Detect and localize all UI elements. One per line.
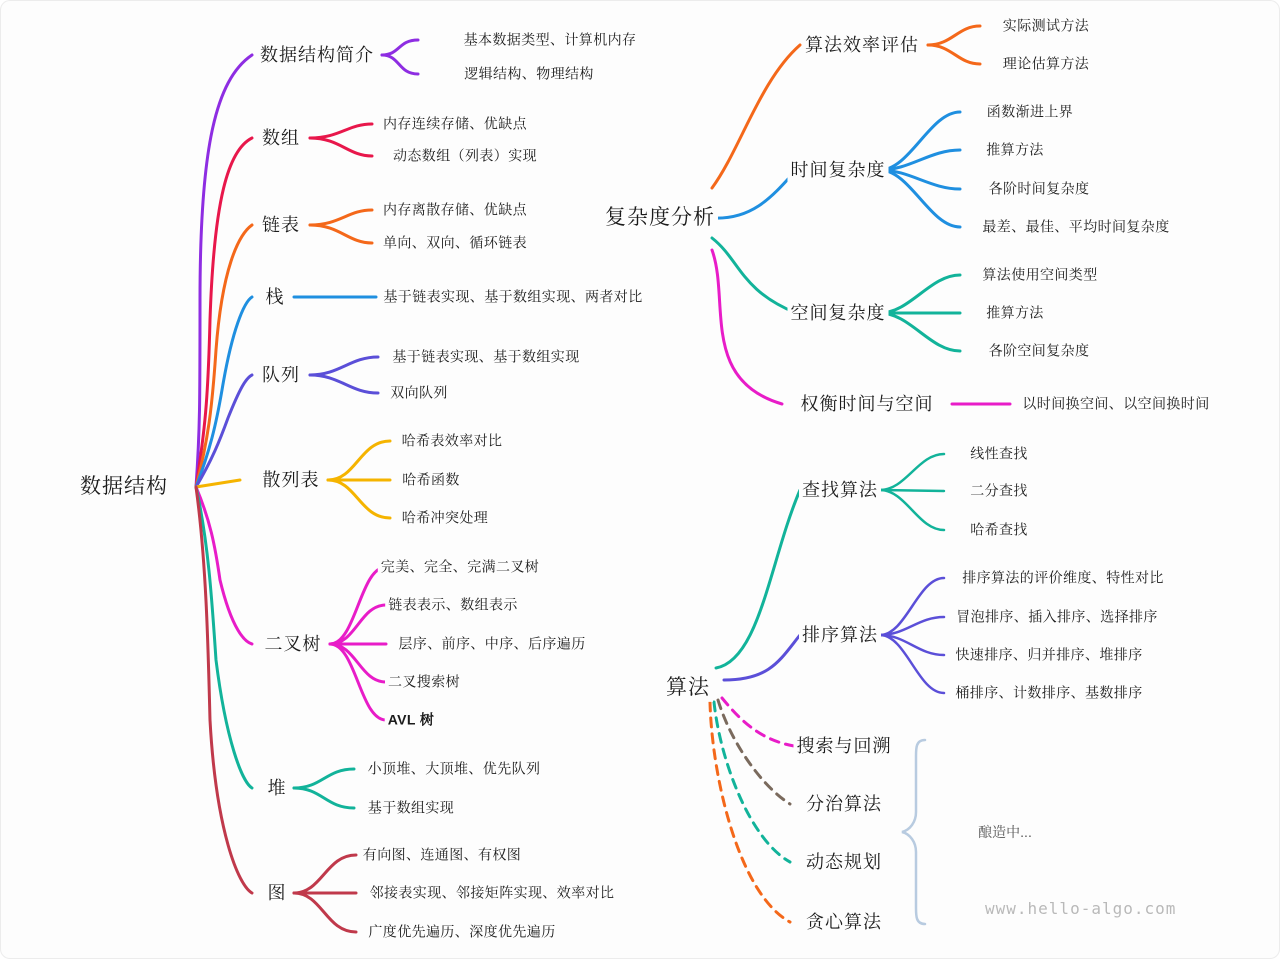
leaf-node[interactable]: 二叉搜索树: [385, 672, 463, 692]
leaf-node[interactable]: AVL 树: [385, 710, 438, 730]
leaf-node[interactable]: 完美、完全、完满二叉树: [378, 557, 542, 577]
leaf-node[interactable]: 内存连续存储、优缺点: [380, 114, 530, 134]
branch-node-intro[interactable]: 数据结构简介: [257, 43, 377, 68]
branch-node-stack[interactable]: 栈: [263, 285, 288, 310]
branch-node-efficiency-eval[interactable]: 算法效率评估: [802, 33, 922, 58]
leaf-node[interactable]: 推算方法: [983, 140, 1047, 160]
leaf-node[interactable]: 各阶空间复杂度: [986, 341, 1093, 361]
branch-node-array[interactable]: 数组: [259, 126, 303, 151]
leaf-node[interactable]: 内存离散存储、优缺点: [380, 200, 530, 220]
leaf-node[interactable]: 以时间换空间、以空间换时间: [1019, 394, 1212, 414]
leaf-node[interactable]: 层序、前序、中序、后序遍历: [395, 634, 588, 654]
leaf-node[interactable]: 逻辑结构、物理结构: [461, 64, 597, 84]
branch-node-time-complexity[interactable]: 时间复杂度: [788, 158, 889, 183]
leaf-node[interactable]: 基本数据类型、计算机内存: [461, 30, 640, 50]
leaf-node[interactable]: 基于链表实现、基于数组实现: [389, 347, 582, 367]
root-node-data-structure[interactable]: 数据结构: [77, 473, 171, 501]
leaf-node[interactable]: 单向、双向、循环链表: [380, 233, 530, 253]
leaf-node[interactable]: 各阶时间复杂度: [986, 179, 1093, 199]
leaf-node[interactable]: 桶排序、计数排序、基数排序: [952, 683, 1145, 703]
branch-node-space-complexity[interactable]: 空间复杂度: [788, 301, 889, 326]
leaf-node[interactable]: 推算方法: [983, 303, 1047, 323]
leaf-node[interactable]: 有向图、连通图、有权图: [360, 845, 524, 865]
branch-node-tradeoff[interactable]: 权衡时间与空间: [798, 392, 937, 417]
leaf-node[interactable]: 排序算法的评价维度、特性对比: [959, 568, 1167, 588]
branch-node-divide-conquer[interactable]: 分治算法: [803, 792, 885, 817]
leaf-node[interactable]: 最差、最佳、平均时间复杂度: [979, 217, 1172, 237]
leaf-node[interactable]: 基于数组实现: [365, 798, 457, 818]
branch-node-dynamic-programming[interactable]: 动态规划: [803, 850, 885, 875]
pending-label: 酿造中...: [978, 824, 1032, 840]
leaf-node[interactable]: 实际测试方法: [1000, 16, 1092, 36]
leaf-node[interactable]: 线性查找: [967, 444, 1031, 464]
leaf-node[interactable]: 函数渐进上界: [984, 102, 1076, 122]
branch-node-greedy[interactable]: 贪心算法: [803, 910, 885, 935]
leaf-node[interactable]: 双向队列: [387, 383, 451, 403]
branch-node-search-algorithms[interactable]: 查找算法: [799, 478, 881, 503]
leaf-node[interactable]: 链表表示、数组表示: [385, 595, 521, 615]
branch-node-linkedlist[interactable]: 链表: [259, 213, 303, 238]
leaf-node[interactable]: 哈希表效率对比: [399, 431, 506, 451]
leaf-node[interactable]: 二分查找: [967, 481, 1031, 501]
branch-node-backtracking[interactable]: 搜索与回溯: [794, 734, 895, 759]
watermark-url: www.hello-algo.com: [985, 899, 1177, 918]
leaf-node[interactable]: 快速排序、归并排序、堆排序: [952, 645, 1145, 665]
leaf-node[interactable]: 动态数组（列表）实现: [390, 146, 540, 166]
leaf-node[interactable]: 哈希查找: [967, 520, 1031, 540]
root-node-complexity[interactable]: 复杂度分析: [602, 204, 718, 232]
branch-node-binary-tree[interactable]: 二叉树: [262, 632, 325, 657]
root-node-algorithm[interactable]: 算法: [663, 674, 713, 702]
branch-node-graph[interactable]: 图: [265, 881, 290, 906]
leaf-node[interactable]: 哈希函数: [399, 470, 463, 490]
branch-node-sort-algorithms[interactable]: 排序算法: [799, 623, 881, 648]
leaf-node[interactable]: 理论估算方法: [1000, 54, 1092, 74]
branch-node-heap[interactable]: 堆: [265, 776, 290, 801]
leaf-node[interactable]: 邻接表实现、邻接矩阵实现、效率对比: [367, 883, 618, 903]
leaf-node[interactable]: 广度优先遍历、深度优先遍历: [365, 922, 558, 942]
leaf-node[interactable]: 哈希冲突处理: [399, 508, 491, 528]
branch-node-queue[interactable]: 队列: [259, 363, 303, 388]
branch-node-hash[interactable]: 散列表: [260, 468, 323, 493]
leaf-node[interactable]: 基于链表实现、基于数组实现、两者对比: [380, 287, 645, 307]
leaf-node[interactable]: 冒泡排序、插入排序、选择排序: [953, 607, 1161, 627]
leaf-node[interactable]: 小顶堆、大顶堆、优先队列: [365, 759, 544, 779]
leaf-node[interactable]: 算法使用空间类型: [979, 265, 1100, 285]
